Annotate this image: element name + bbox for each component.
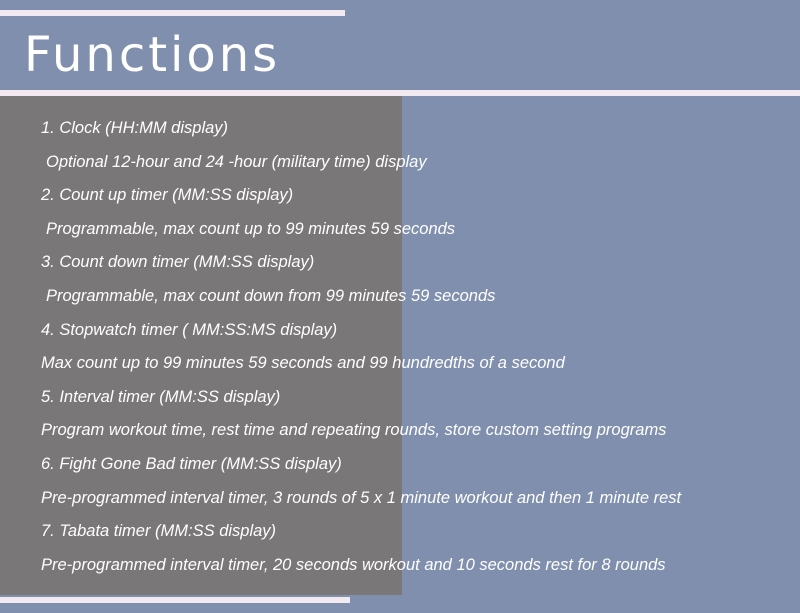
function-detail-interval: Program workout time, rest time and repeating rounds, store custom setting programs [41,421,667,440]
bottom-accent-line [0,597,350,603]
function-heading-count-down: 3. Count down timer (MM:SS display) [41,253,315,272]
function-heading-clock: 1. Clock (HH:MM display) [41,119,229,137]
function-heading-count-up: 2. Count up timer (MM:SS display) [41,186,294,205]
function-detail-clock: Optional 12-hour and 24 -hour (military time) display [46,152,427,171]
function-detail-count-down: Programmable, max count down from 99 minutes 59 seconds [46,286,496,305]
function-heading-fight-gone-bad: 6. Fight Gone Bad timer (MM:SS display) [41,454,342,473]
function-detail-stopwatch: Max count up to 99 minutes 59 seconds and 99 hundredths of a second [41,354,565,373]
function-list [41,112,681,582]
function-heading-interval: 5. Interval timer (MM:SS display) [41,387,281,406]
function-detail-fight-gone-bad: Pre-programmed interval timer, 3 rounds of 5 x 1 minute workout and then 1 minute rest [41,488,682,507]
page-title: Functions [24,27,281,83]
top-accent-line [0,10,345,16]
function-detail-tabata: Pre-programmed interval timer, 20 seconds workout and 10 seconds rest for 8 rounds [41,555,666,574]
function-heading-tabata: 7. Tabata timer (MM:SS display) [41,522,277,541]
function-detail-count-up: Programmable, max count up to 99 minutes 59 seconds [46,219,456,238]
function-heading-stopwatch: 4. Stopwatch timer ( MM:SS:MS display) [41,320,338,339]
